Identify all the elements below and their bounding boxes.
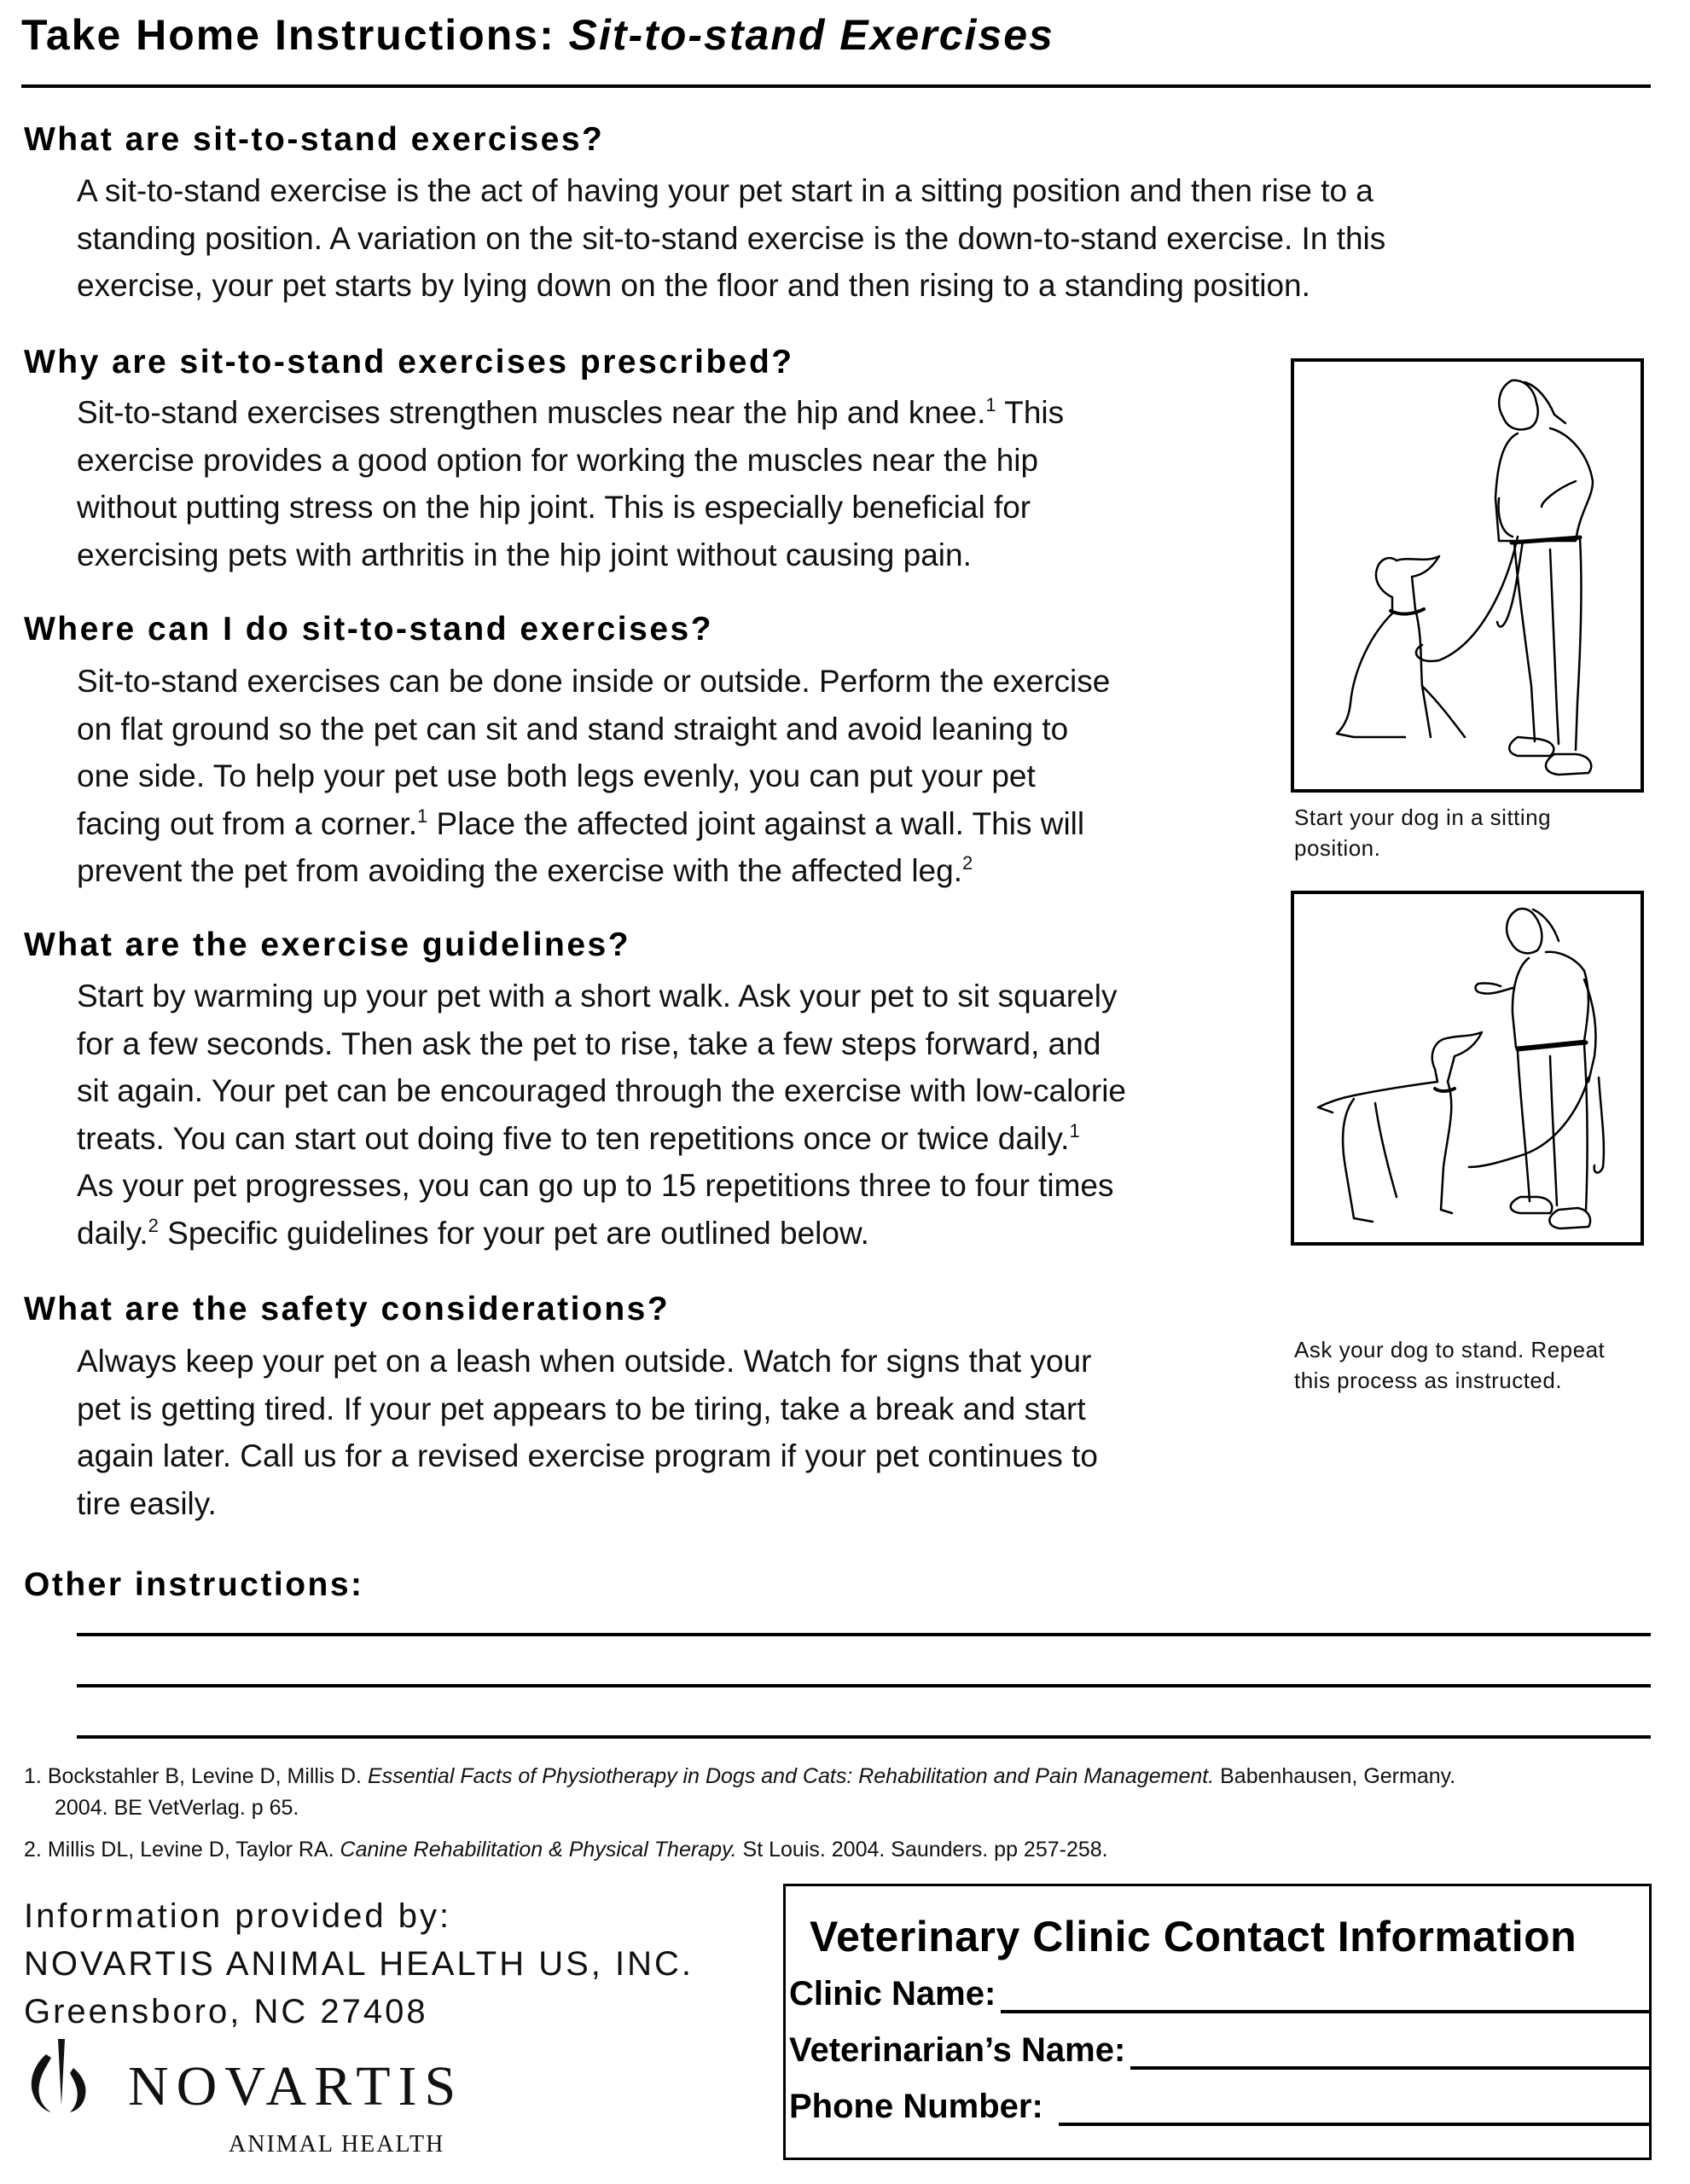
body-line: As your pet progresses, you can go up to 15 repetitions three to four times xyxy=(77,1168,1114,1203)
body-line: exercise, your pet starts by lying down on the floor and then rising to a standing position. xyxy=(77,268,1310,303)
section-heading-guidelines: What are the exercise guidelines? xyxy=(24,926,631,963)
clinic-name-field[interactable] xyxy=(789,1975,1649,2013)
other-instructions-line-1[interactable] xyxy=(77,1633,1651,1636)
figure-caption-sitting: Start your dog in a sitting position. xyxy=(1294,804,1552,861)
body-line: Always keep your pet on a leash when outside. Watch for signs that your xyxy=(77,1344,1092,1379)
body-line: Sit-to-stand exercises strengthen muscles near the hip and knee.$^1$ This xyxy=(77,394,1065,430)
section-heading-what: What are sit-to-stand exercises? xyxy=(24,121,605,158)
footnote-ref: 2 xyxy=(148,1214,159,1236)
body-line: Sit-to-stand exercises can be done inside or outside. Perform the exercise xyxy=(77,664,1111,699)
body-line: facing out from a corner.$^1$ Place the affected joint against a wall. This will xyxy=(77,804,1085,841)
title-prefix: Take Home Instructions: xyxy=(21,11,569,59)
body-line: A sit-to-stand exercise is the act of having your pet start in a sitting position and then rise to a xyxy=(77,173,1373,208)
page-title xyxy=(21,10,1054,60)
body-line: one side. To help your pet use both legs evenly, you can put your pet xyxy=(77,758,1036,793)
section-body-what xyxy=(77,167,1655,310)
body-line: standing position. A variation on the sit-to-stand exercise is the down-to-stand exercise. In this xyxy=(77,220,1386,256)
body-line: on flat ground so the pet can sit and stand straight and avoid leaning to xyxy=(77,711,1069,746)
clinic-name-input[interactable] xyxy=(1001,1984,1649,2013)
phone-number-field[interactable] xyxy=(789,2088,1649,2126)
body-line: again later. Call us for a revised exercise program if your pet continues to xyxy=(77,1438,1098,1473)
vet-contact-box xyxy=(783,1884,1652,2160)
provider-address: Greensboro, NC 27408 xyxy=(24,1993,428,2030)
body-line: Start by warming up your pet with a short walk. Ask your pet to sit squarely xyxy=(77,979,1118,1014)
footnote-2: 2. Millis DL, Levine D, Taylor RA. Canine Rehabilitation & Physical Therapy. St Louis. 2004. Saunders. pp 257-258. xyxy=(24,1838,1108,1862)
body-line: treats. You can start out doing five to ten repetitions once or twice daily.$^1$ xyxy=(77,1119,1080,1156)
body-line: pet is getting tired. If your pet appears to be tiring, take a break and start xyxy=(77,1391,1086,1426)
footnote-ref: 1 xyxy=(1069,1119,1080,1141)
title-divider xyxy=(21,84,1651,88)
section-body-safety xyxy=(77,1338,1297,1527)
section-heading-safety: What are the safety considerations? xyxy=(24,1291,671,1327)
footnote-ref: 2 xyxy=(962,852,973,874)
title-italic: Sit-to-stand Exercises xyxy=(568,11,1054,59)
provider-info xyxy=(24,1892,694,2036)
figure-standing-dog xyxy=(1291,891,1644,1246)
section-heading-why: Why are sit-to-stand exercises prescribed? xyxy=(24,344,794,380)
other-instructions-heading: Other instructions: xyxy=(24,1566,364,1603)
section-body-guidelines xyxy=(77,973,1297,1257)
body-line: prevent the pet from avoiding the exercise with the affected leg.$^2$ xyxy=(77,852,973,888)
person-and-standing-dog-illustration xyxy=(1294,894,1641,1242)
phone-number-label: Phone Number: xyxy=(789,2088,1043,2125)
section-body-why xyxy=(77,389,1288,578)
figure-caption-standing: Ask your dog to stand. Repeat this process as instructed. xyxy=(1294,1337,1606,1393)
body-line: for a few seconds. Then ask the pet to rise, take a few steps forward, and xyxy=(77,1025,1101,1061)
vet-contact-title: Veterinary Clinic Contact Information xyxy=(810,1913,1577,1960)
person-and-sitting-dog-illustration xyxy=(1294,362,1641,789)
veterinarian-name-field[interactable] xyxy=(789,2031,1649,2070)
novartis-flame-icon xyxy=(26,2039,111,2116)
veterinarian-name-input[interactable] xyxy=(1130,2041,1649,2070)
body-line: without putting stress on the hip joint. This is especially beneficial for xyxy=(77,490,1031,525)
figure-sitting-dog xyxy=(1291,358,1644,793)
body-line: exercising pets with arthritis in the hip joint without causing pain. xyxy=(77,537,972,572)
body-line: exercise provides a good option for working the muscles near the hip xyxy=(77,442,1039,478)
body-line: daily.$^2$ Specific guidelines for your pet are outlined below. xyxy=(77,1214,869,1251)
provider-label: Information provided by: xyxy=(24,1897,452,1935)
phone-number-input[interactable] xyxy=(1059,2097,1649,2126)
clinic-name-label: Clinic Name: xyxy=(789,1975,996,2013)
footnote-ref: 1 xyxy=(416,804,428,827)
veterinarian-name-label: Veterinarian’s Name: xyxy=(789,2031,1126,2069)
footnote-1: 1. Bockstahler B, Levine D, Millis D. Essential Facts of Physiotherapy in Dogs and Cats: Rehabilitation and Pain Management. Babenhausen, Germany. 2004. BE VetVerlag. p 65. xyxy=(24,1764,1456,1820)
other-instructions-line-2[interactable] xyxy=(77,1684,1651,1687)
body-line: tire easily. xyxy=(77,1485,217,1521)
provider-company: NOVARTIS ANIMAL HEALTH US, INC. xyxy=(24,1945,694,1983)
other-instructions-line-3[interactable] xyxy=(77,1735,1651,1739)
novartis-wordmark: NOVARTIS xyxy=(128,2055,464,2117)
novartis-subtitle: ANIMAL HEALTH xyxy=(229,2131,445,2158)
section-body-where xyxy=(77,658,1288,895)
section-heading-where: Where can I do sit-to-stand exercises? xyxy=(24,611,714,648)
body-line: sit again. Your pet can be encouraged through the exercise with low-calorie xyxy=(77,1073,1126,1108)
footnote-ref: 1 xyxy=(985,394,996,415)
